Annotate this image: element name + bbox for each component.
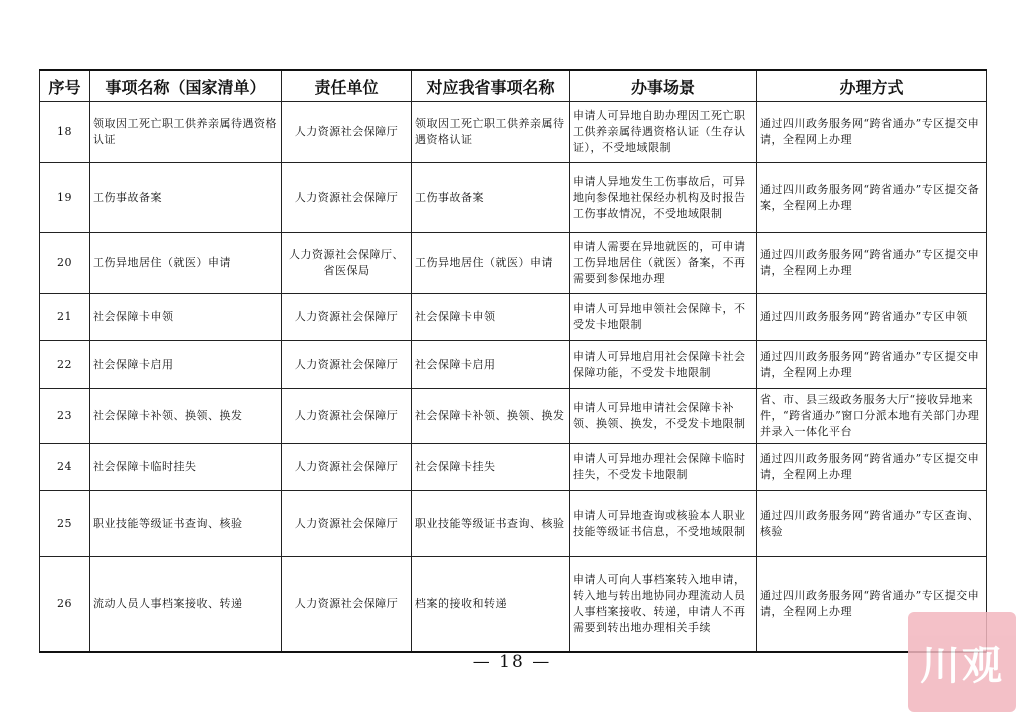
row-method: 通过四川政务服务网“跨省通办”专区提交申请，全程网上办理: [757, 102, 987, 163]
row-responsible-unit: 人力资源社会保障厅: [282, 389, 412, 444]
row-item-name: 职业技能等级证书查询、核验: [90, 491, 282, 557]
row-province-item: 工伤事故备案: [412, 163, 570, 233]
row-responsible-unit: 人力资源社会保障厅、省医保局: [282, 233, 412, 294]
table-row: [40, 294, 987, 341]
row-responsible-unit: 人力资源社会保障厅: [282, 163, 412, 233]
row-province-item: 职业技能等级证书查询、核验: [412, 491, 570, 557]
table-row: [40, 233, 987, 294]
row-scenario: 申请人可异地申领社会保障卡，不受发卡地限制: [570, 294, 757, 341]
row-scenario: 申请人可异地查询或核验本人职业技能等级证书信息，不受地域限制: [570, 491, 757, 557]
row-responsible-unit: 人力资源社会保障厅: [282, 557, 412, 652]
header-item-name: 事项名称（国家清单）: [90, 70, 282, 102]
table-row: [40, 557, 987, 652]
row-responsible-unit: 人力资源社会保障厅: [282, 341, 412, 389]
header-method: 办理方式: [757, 70, 987, 102]
row-province-item: 领取因工死亡职工供养亲属待遇资格认证: [412, 102, 570, 163]
table-row: [40, 491, 987, 557]
row-scenario: 申请人可异地启用社会保障卡社会保障功能，不受发卡地限制: [570, 341, 757, 389]
page-number: — 18 —: [472, 652, 552, 672]
row-method: 省、市、县三级政务服务大厅“接收异地来件，“跨省通办”窗口分派本地有关部门办理并录入一体化平台: [757, 389, 987, 444]
header-responsible-unit: 责任单位: [282, 70, 412, 102]
table-row: [40, 341, 987, 389]
row-method: 通过四川政务服务网“跨省通办”专区提交申请，全程网上办理: [757, 233, 987, 294]
row-scenario: 申请人可异地自助办理因工死亡职工供养亲属待遇资格认证（生存认证），不受地域限制: [570, 102, 757, 163]
row-province-item: 社会保障卡启用: [412, 341, 570, 389]
header-province-item: 对应我省事项名称: [412, 70, 570, 102]
table-header-row: [40, 70, 987, 102]
header-serial-number: 序号: [40, 70, 90, 102]
row-serial-number: 23: [40, 389, 90, 444]
row-item-name: 领取因工死亡职工供养亲属待遇资格认证: [90, 102, 282, 163]
watermark-logo: [908, 612, 1016, 712]
table-row: [40, 102, 987, 163]
row-method: 通过四川政务服务网“跨省通办”专区提交申请，全程网上办理: [757, 557, 987, 652]
row-responsible-unit: 人力资源社会保障厅: [282, 444, 412, 491]
row-item-name: 社会保障卡申领: [90, 294, 282, 341]
row-serial-number: 18: [40, 102, 90, 163]
row-serial-number: 24: [40, 444, 90, 491]
row-item-name: 社会保障卡补领、换领、换发: [90, 389, 282, 444]
row-scenario: 申请人可异地办理社会保障卡临时挂失，不受发卡地限制: [570, 444, 757, 491]
row-scenario: 申请人需要在异地就医的，可申请工伤异地居住（就医）备案，不再需要到参保地办理: [570, 233, 757, 294]
row-serial-number: 26: [40, 557, 90, 652]
table-row: [40, 444, 987, 491]
row-scenario: 申请人异地发生工伤事故后，可异地向参保地社保经办机构及时报告工伤事故情况，不受地域限制: [570, 163, 757, 233]
watermark-text: 川观: [920, 642, 1004, 689]
row-method: 通过四川政务服务网“跨省通办”专区提交备案，全程网上办理: [757, 163, 987, 233]
row-province-item: 社会保障卡补领、换领、换发: [412, 389, 570, 444]
row-serial-number: 21: [40, 294, 90, 341]
row-scenario: 申请人可异地申请社会保障卡补领、换领、换发，不受发卡地限制: [570, 389, 757, 444]
row-method: 通过四川政务服务网“跨省通办”专区申领: [757, 294, 987, 341]
row-method: 通过四川政务服务网“跨省通办”专区提交申请，全程网上办理: [757, 444, 987, 491]
row-responsible-unit: 人力资源社会保障厅: [282, 102, 412, 163]
row-scenario: 申请人可向人事档案转入地申请，转入地与转出地协同办理流动人员人事档案接收、转递，申请人不再需要到转出地办理相关手续: [570, 557, 757, 652]
service-items-table: [39, 69, 987, 653]
row-item-name: 社会保障卡临时挂失: [90, 444, 282, 491]
row-serial-number: 20: [40, 233, 90, 294]
row-method: 通过四川政务服务网“跨省通办”专区查询、核验: [757, 491, 987, 557]
header-scenario: 办事场景: [570, 70, 757, 102]
row-province-item: 档案的接收和转递: [412, 557, 570, 652]
table-row: [40, 163, 987, 233]
row-item-name: 社会保障卡启用: [90, 341, 282, 389]
row-province-item: 社会保障卡申领: [412, 294, 570, 341]
row-serial-number: 25: [40, 491, 90, 557]
row-method: 通过四川政务服务网“跨省通办”专区提交申请，全程网上办理: [757, 341, 987, 389]
table-row: [40, 389, 987, 444]
row-item-name: 流动人员人事档案接收、转递: [90, 557, 282, 652]
row-serial-number: 22: [40, 341, 90, 389]
row-serial-number: 19: [40, 163, 90, 233]
row-responsible-unit: 人力资源社会保障厅: [282, 294, 412, 341]
row-item-name: 工伤异地居住（就医）申请: [90, 233, 282, 294]
row-responsible-unit: 人力资源社会保障厅: [282, 491, 412, 557]
row-item-name: 工伤事故备案: [90, 163, 282, 233]
row-province-item: 工伤异地居住（就医）申请: [412, 233, 570, 294]
row-province-item: 社会保障卡挂失: [412, 444, 570, 491]
